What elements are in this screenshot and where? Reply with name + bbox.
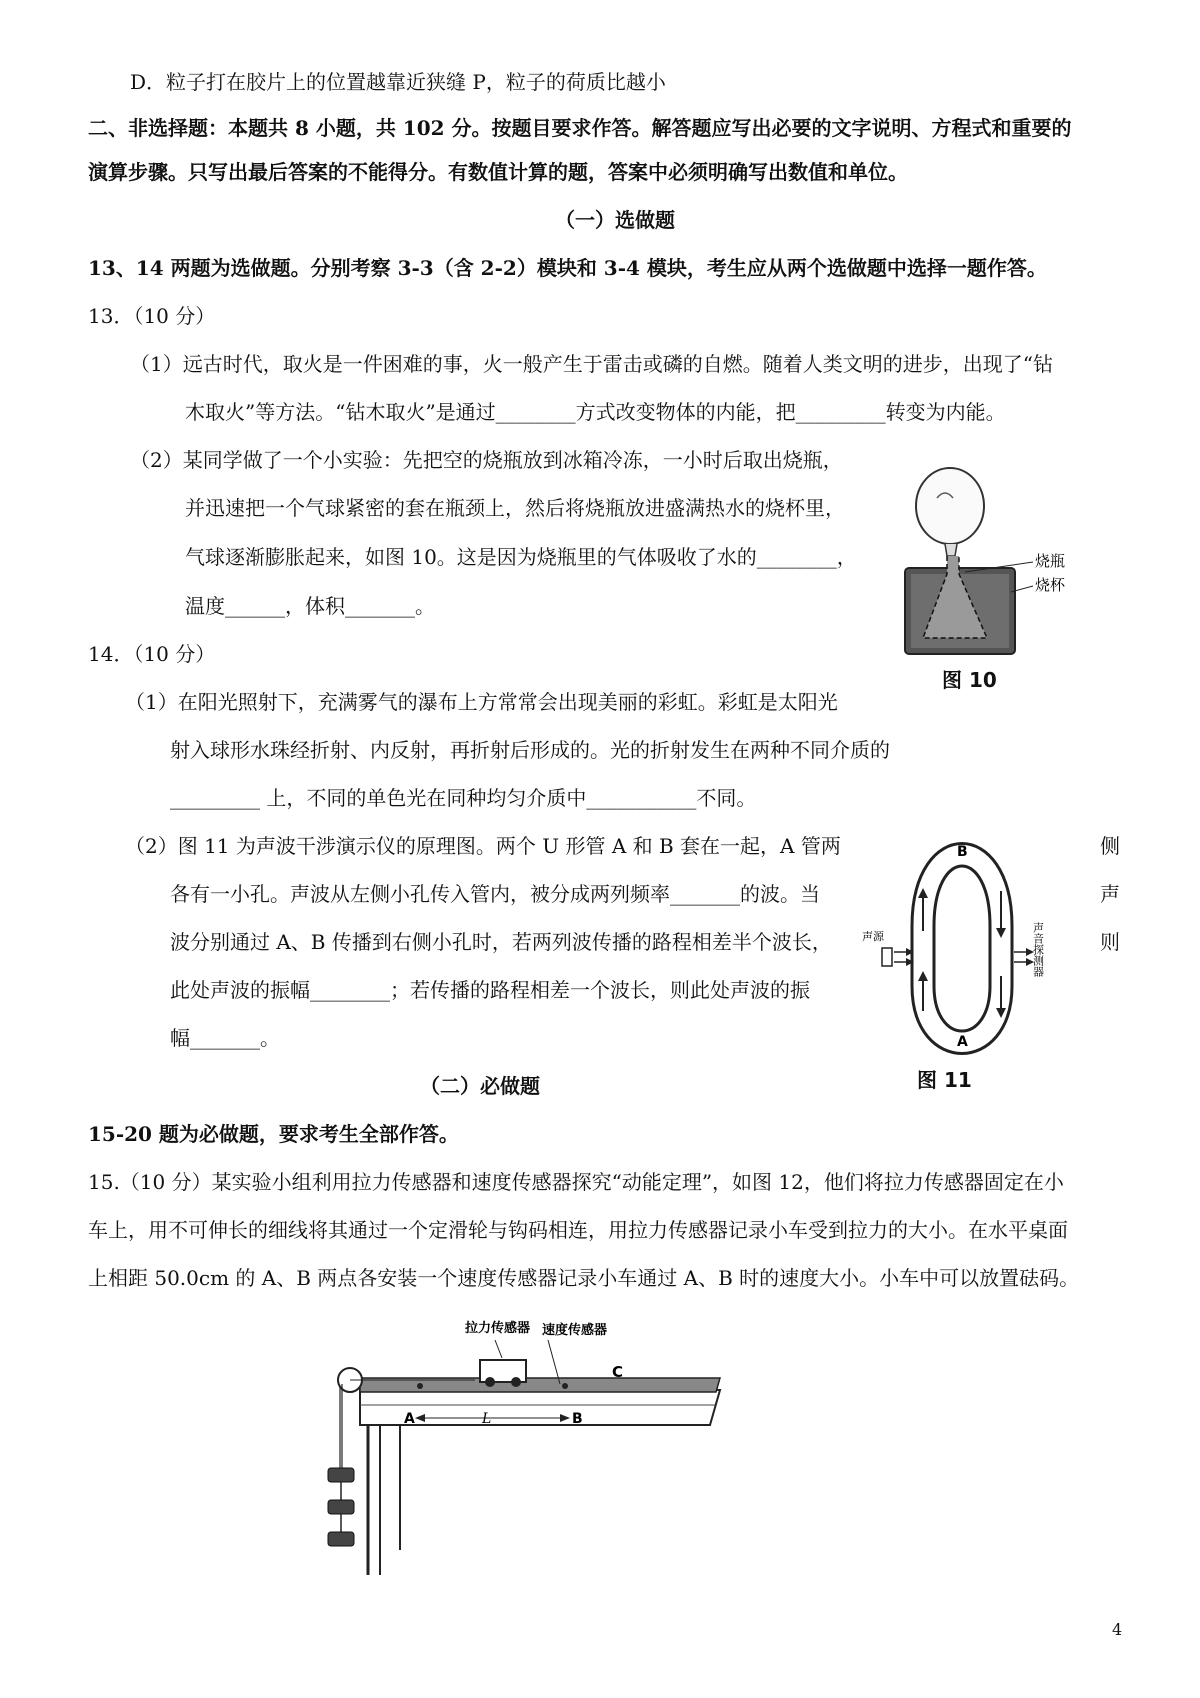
q13-part2-line1: （2）某同学做了一个小实验：先把空的烧瓶放到冰箱冷冻，一小时后取出烧瓶， (130, 448, 843, 472)
q14-part2-line2: 各有一小孔。声波从左侧小孔传入管内，被分成两列频率_______的波。当 (170, 882, 820, 906)
q13-part2-line2: 并迅速把一个气球紧密的套在瓶颈上，然后将烧瓶放进盛满热水的烧杯里， (185, 496, 845, 520)
fig12-label-l: L (482, 1411, 492, 1427)
q14-part2-line3-end: 则 (1100, 930, 1120, 954)
section2-heading-line2: 演算步骤。只写出最后答案的不能得分。有数值计算的题，答案中必须明确写出数值和单位。 (88, 160, 908, 184)
figure-10 (895, 460, 1075, 660)
q13-part1-line1: （1）远古时代，取火是一件困难的事，火一般产生于雷击或磷的自燃。随着人类文明的进步，出现了“钻 (130, 352, 1053, 376)
required-instructions: 15-20 题为必做题，要求考生全部作答。 (88, 1122, 459, 1146)
fig11-label-b: B (957, 844, 968, 860)
required-section-title: （二）必做题 (420, 1074, 540, 1098)
q14-part2-line1-end: 侧 (1100, 834, 1120, 858)
q14-part2-line4: 此处声波的振幅________；若传播的路程相差一个波长，则此处声波的振 (170, 978, 810, 1002)
q14-part2-line3: 波分别通过 A、B 传播到右侧小孔时，若两列波传播的路程相差半个波长， (170, 930, 832, 954)
fig11-label-a: A (957, 1034, 968, 1050)
fig12-label-b: B (572, 1411, 583, 1427)
q15-line3: 上相距 50.0cm 的 A、B 两点各安装一个速度传感器记录小车通过 A、B 时的速度大小。小车中可以放置砝码。 (88, 1266, 1080, 1290)
q15-line1: 15.（10 分）某实验小组利用拉力传感器和速度传感器探究“动能定理”，如图 12，他们将拉力传感器固定在小 (88, 1170, 1064, 1194)
fig12-force-sensor-label: 拉力传感器 (465, 1321, 531, 1336)
question-14-header: 14．（10 分） (88, 642, 216, 666)
figure-10-caption: 图 10 (942, 668, 997, 692)
figure-11 (862, 836, 1062, 1056)
q14-part2-line5: 幅_______。 (170, 1026, 280, 1050)
q13-part1-line2: 木取火”等方法。“钻木取火”是通过________方式改变物体的内能，把_________转变为内能。 (185, 400, 1006, 424)
fig11-detector-label: 声音探测器 (1031, 922, 1045, 977)
q13-part2-line4: 温度______，体积_______。 (185, 594, 435, 618)
q14-part1-line2: 射入球形水珠经折射、内反射，再折射后形成的。光的折射发生在两种不同介质的 (170, 738, 890, 762)
fig12-label-c: C (612, 1363, 624, 1381)
figure-12 (320, 1300, 730, 1580)
fig10-flask-label: 烧瓶 (1035, 552, 1066, 570)
fig12-speed-sensor-label: 速度传感器 (542, 1323, 608, 1338)
fig11-source-label: 声源 (862, 930, 884, 943)
section2-heading-line1: 二、非选择题：本题共 8 小题，共 102 分。按题目要求作答。解答题应写出必要的文字说明、方程式和重要的 (88, 116, 1072, 140)
q14-part2-line2-end: 声 (1100, 882, 1120, 906)
question-13-header: 13．（10 分） (88, 304, 216, 328)
q14-part1-line3: _________ 上，不同的单色光在同种均匀介质中___________不同。 (170, 786, 757, 810)
q14-part1-line1: （1）在阳光照射下，充满雾气的瀑布上方常常会出现美丽的彩虹。彩虹是太阳光 (125, 690, 838, 714)
optional-section-title: （一）选做题 (555, 208, 675, 232)
option-d: D．粒子打在胶片上的位置越靠近狭缝 P，粒子的荷质比越小 (130, 70, 666, 94)
fig10-beaker-label: 烧杯 (1035, 576, 1066, 594)
figure-11-caption: 图 11 (917, 1068, 972, 1092)
page-number: 4 (1112, 1620, 1123, 1639)
q13-part2-line3: 气球逐渐膨胀起来，如图 10。这是因为烧瓶里的气体吸收了水的________， (185, 545, 857, 569)
q14-part2-line1: （2）图 11 为声波干涉演示仪的原理图。两个 U 形管 A 和 B 套在一起，A 管两 (125, 834, 841, 858)
optional-instructions: 13、14 两题为选做题。分别考察 3-3（含 2-2）模块和 3-4 模块，考生应从两个选做题中选择一题作答。 (88, 256, 1047, 280)
q15-line2: 车上，用不可伸长的细线将其通过一个定滑轮与钩码相连，用拉力传感器记录小车受到拉力的大小。在水平桌面 (88, 1218, 1068, 1242)
fig12-label-a: A (404, 1411, 415, 1427)
